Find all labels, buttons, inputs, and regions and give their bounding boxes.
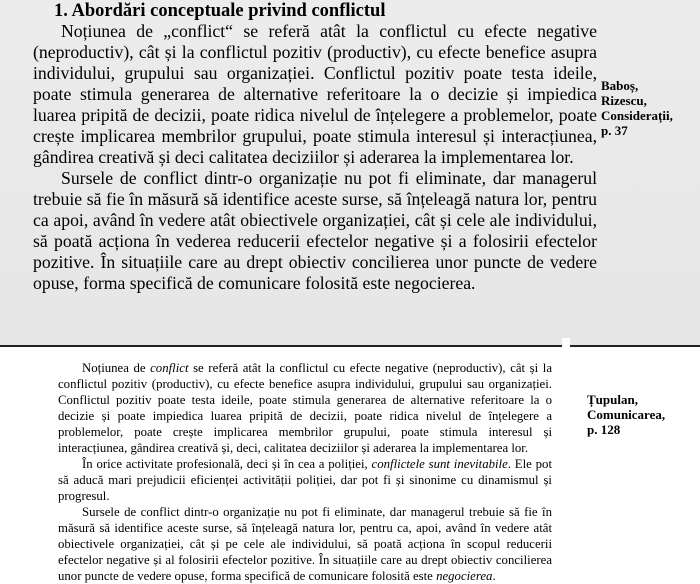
divider-gap [562,338,570,350]
bottom-paragraph-3 [58,504,552,584]
citation-line: p. 37 [601,123,628,138]
bottom-excerpt-body [58,360,552,584]
text-run: Sursele de conflict dintr-o organizație nu pot fi eliminate, dar managerul trebuie să fie în măsură să identifice aceste surse, să înțeleagă natura lor, pentru ca, apoi, având în vedere atât obiectivele organizației, cât și pe cele ale individului, să poată acționa în scopul reducerii efectelor negative și al folosirii efectelor pozitive. În situațiile care au drept obiectiv concilierea unor puncte de vedere opuse, forma specifică de comunicare folosită este [58,505,552,583]
italic-term: conflictele sunt inevitabile [371,457,508,471]
bottom-paragraph-1 [58,360,552,456]
top-excerpt-body [33,21,597,294]
citation-line: p. 128 [587,422,621,437]
top-paragraph-1: Noțiunea de „conflict“ se referă atât la conflictul cu efecte negative (neproductiv), cât și la conflictul pozitiv (productiv), cu efecte benefice asupra individului, grupului sau organizației. Conflictul pozitiv poate testa ideile, poate stimula generarea de alternative referitoare la o decizie și impiedica luarea pripită de decizii, poate ridica nivelul de înțelegere a problemelor, poate crește implicarea membrilor grupului, poate stimula interesul și interacțiunea, gândirea creativă și deci calitatea deciziilor și aderarea la implementarea lor. [33,21,597,167]
citation-line: Baboș, [601,78,639,93]
section-title: 1. Abordări conceptuale privind conflictul [54,1,386,21]
text-run: . Ele pot să aducă mari prejudicii eficienței activității poliției, dar pot fi și sinonime cu dinamismul și progresul. [58,457,552,503]
text-run: se referă atât la conflictul cu efecte negative (neproductiv), cât și la conflictul pozitiv (productiv), cu efecte benefice asupra individului, grupului sau organizației. Conflictul pozitiv poate testa ideile, poate stimula generarea de alternative referitoare la o decizie și poate impiedica luarea pripită de decizii, poate ridica nivelul de înțelegere a problemelor, poate crește implicarea membrilor grupului, poate stimula interesul și interacțiunea, gândirea creativă și, deci, calitatea deciziilor și aderarea la implementarea lor. [58,361,553,455]
citation-line: Comunicarea, [587,407,666,422]
top-paragraph-2: Sursele de conflict dintr-o organizație nu pot fi eliminate, dar managerul trebuie să fie în măsură să identifice aceste surse, să înțeleagă natura lor, pentru ca apoi, având în vedere atât obiectivele organizației, cât și cele ale individului, să poată acționa în vederea reducerii efectelor negative și a folosirii efectelor pozitive. În situațiile care au drept obiectiv concilierea unor puncte de vedere opuse, forma specifică de comunicare folosită este negocierea. [33,168,597,293]
top-source-citation [601,78,673,138]
excerpt-divider [0,345,700,347]
text-run: Noțiunea de [82,361,151,375]
text-run: În orice activitate profesională, deci și în cea a poliției, [82,457,372,471]
text-run: . [492,569,496,583]
bottom-paragraph-2 [58,456,552,504]
citation-line: Rizescu, [601,93,647,108]
italic-term: conflict [150,361,189,375]
italic-term: negocierea [436,569,493,583]
citation-line: Țupulan, [587,392,638,407]
bottom-source-citation [587,392,665,437]
citation-line: Considerații, [601,108,673,123]
